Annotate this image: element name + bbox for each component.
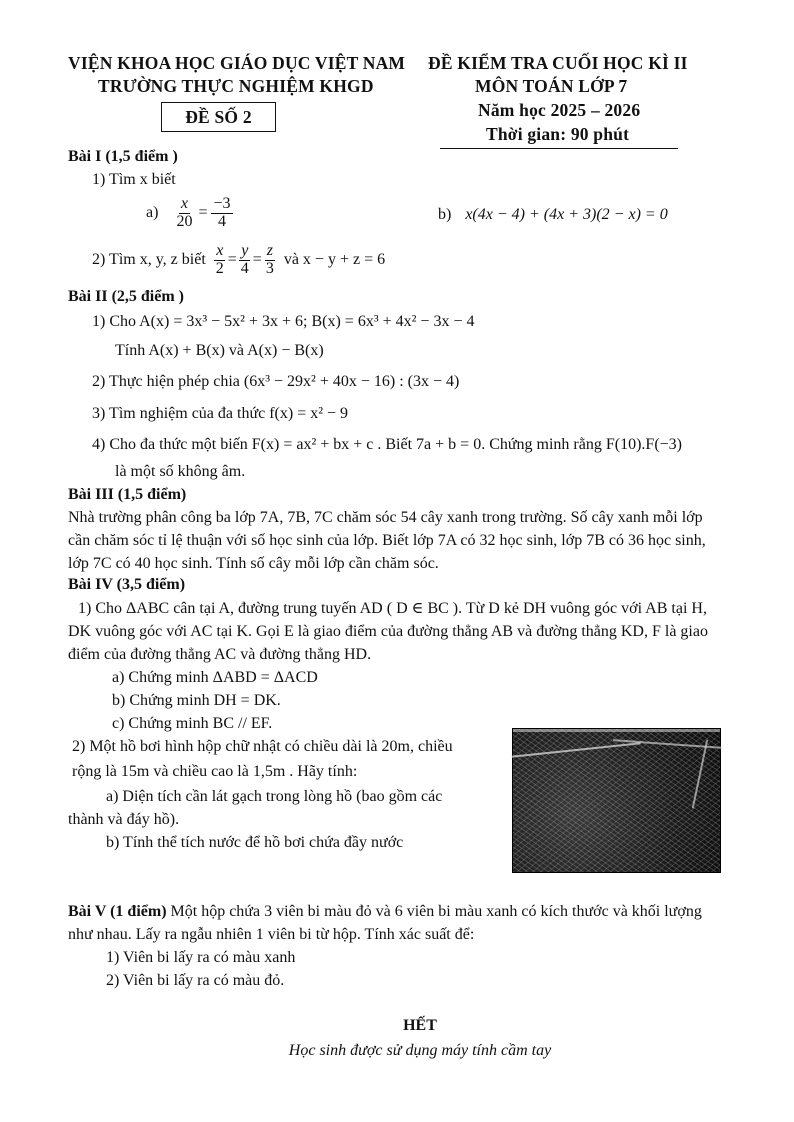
section-4-p1b: b) Chứng minh DH = DK. xyxy=(112,692,281,709)
section-3-line-3: lớp 7C có 40 học sinh. Tính số cây mỗi lớp cần chăm sóc. xyxy=(68,555,439,572)
q1-2-frac-x xyxy=(214,243,226,278)
section-4-p2a-line-1: a) Diện tích cần lát gạch trong lòng hồ (bao gồm các xyxy=(106,788,443,805)
q1-1a-lhs-den: 20 xyxy=(176,212,193,230)
section-5-text: Một hộp chứa 3 viên bi màu đỏ và 6 viên bi màu xanh có kích thước và khối lượng xyxy=(166,903,702,920)
q1-1a-rhs-fraction xyxy=(211,196,232,231)
q1-2-suffix: và x − y + z = 6 xyxy=(283,250,386,268)
school-year: Năm học 2025 – 2026 xyxy=(478,100,641,120)
header-divider xyxy=(440,148,678,149)
school-name: TRƯỜNG THỰC NGHIỆM KHGD xyxy=(98,76,374,96)
swimming-pool-image xyxy=(512,728,721,873)
section-4-p2-line-1: 2) Một hồ bơi hình hộp chữ nhật có chiều dài là 20m, chiều xyxy=(72,738,453,755)
section-5-line-1 xyxy=(68,901,702,923)
q1-2-prefix: 2) Tìm x, y, z biết xyxy=(92,250,206,268)
calculator-note: Học sinh được sử dụng máy tính cầm tay xyxy=(288,1042,552,1059)
exam-code-box xyxy=(161,102,276,132)
section-4-p2b: b) Tính thể tích nước để hồ bơi chứa đầy nước xyxy=(106,834,404,851)
q2-4-cont: là một số không âm. xyxy=(115,463,246,480)
q1-1b xyxy=(438,205,668,226)
q1-2-frac-z-num: z xyxy=(266,242,273,259)
q1-1a-rhs-den: 4 xyxy=(217,212,226,230)
q1-2-frac-x-num: x xyxy=(216,242,224,259)
section-5-title: Bài V (1 điểm) xyxy=(68,903,167,920)
q1-1a-rhs-num: −3 xyxy=(213,195,231,212)
section-4-p2-line-2: rộng là 15m và chiều cao là 1,5m . Hãy tính: xyxy=(72,763,358,780)
section-4-p1c: c) Chứng minh BC // EF. xyxy=(112,715,273,732)
q1-2-frac-z-den: 3 xyxy=(265,259,274,277)
q2-4: 4) Cho đa thức một biến F(x) = ax² + bx + c . Biết 7a + b = 0. Chứng minh rằng F(10).F(−3) xyxy=(92,436,682,453)
institute-name: VIỆN KHOA HỌC GIÁO DỤC VIỆT NAM xyxy=(68,53,406,73)
section-4-title: Bài IV (3,5 điểm) xyxy=(68,576,186,593)
q1-2: 2) Tìm x, y, z biết $\frac{x}{2}$ = $\frac{y}{4}$ = $\frac{z}{3}$ và x − y + z = 6 xyxy=(92,242,386,277)
q2-3: 3) Tìm nghiệm của đa thức f(x) = x² − 9 xyxy=(92,405,349,422)
exam-code: ĐỀ SỐ 2 xyxy=(185,106,252,127)
q1-1b-expr: x(4x − 4) + (4x + 3)(2 − x) = 0 xyxy=(465,206,668,223)
section-3-line-1: Nhà trường phân công ba lớp 7A, 7B, 7C chăm sóc 54 cây xanh trong trường. Số cây xanh mỗi lớp xyxy=(68,509,703,526)
q2-2: 2) Thực hiện phép chia (6x³ − 29x² + 40x − 16) : (3x − 4) xyxy=(92,373,460,390)
q1-1a-lhs-fraction xyxy=(174,196,194,231)
section-5-q2: 2) Viên bi lấy ra có màu đỏ. xyxy=(106,972,285,989)
section-5-line-2: như nhau. Lấy ra ngẫu nhiên 1 viên bi từ hộp. Tính xác suất để: xyxy=(68,926,475,943)
q1-1a: a) $\frac{x}{20}$ = $\frac{-3}{4}$ xyxy=(146,195,231,230)
section-4-p1-line-2: DK vuông góc với AC tại K. Gọi E là giao điểm của đường thẳng AB và đường thẳng KD, F là giao xyxy=(68,623,708,640)
subject-title: MÔN TOÁN LỚP 7 xyxy=(475,76,628,96)
q1-2-frac-y-den: 4 xyxy=(240,259,249,277)
section-4-p1-line-1: 1) Cho ΔABC cân tại A, đường trung tuyến AD ( D ∈ BC ). Từ D kẻ DH vuông góc với AB tại H, xyxy=(78,600,707,617)
end-mark: HẾT xyxy=(403,1017,437,1034)
q1-2-frac-x-den: 2 xyxy=(215,259,224,277)
section-4-p1-line-3: điểm của đường thẳng AC và đường thẳng HD. xyxy=(68,646,372,663)
section-1-title: Bài I (1,5 điểm ) xyxy=(68,148,178,165)
q2-1: 1) Cho A(x) = 3x³ − 5x² + 3x + 6; B(x) = 6x³ + 4x² − 3x − 4 xyxy=(92,313,475,330)
q1-1b-label: b) xyxy=(438,206,452,223)
q2-1-task: Tính A(x) + B(x) và A(x) − B(x) xyxy=(115,342,324,359)
exam-duration: Thời gian: 90 phút xyxy=(486,124,630,144)
section-3-title: Bài III (1,5 điểm) xyxy=(68,486,187,503)
q1-2-frac-z xyxy=(264,243,276,278)
section-4-p2a-line-2: thành và đáy hồ). xyxy=(68,811,180,828)
q1-2-frac-y xyxy=(239,243,251,278)
section-2-title: Bài II (2,5 điểm ) xyxy=(68,288,184,305)
q1-1-prompt: 1) Tìm x biết xyxy=(92,171,176,188)
section-3-line-2: cần chăm sóc tỉ lệ thuận với số học sinh của lớp. Biết lớp 7A có 32 học sinh, lớp 7B có 36 học sinh, xyxy=(68,532,706,549)
section-5-q1: 1) Viên bi lấy ra có màu xanh xyxy=(106,949,296,966)
q1-1a-label: a) xyxy=(146,203,159,221)
section-4-p1a: a) Chứng minh ΔABD = ΔACD xyxy=(112,669,318,686)
exam-title: ĐỀ KIỂM TRA CUỐI HỌC KÌ II xyxy=(428,53,688,73)
q1-1a-lhs-num: x xyxy=(180,195,188,212)
q1-2-frac-y-num: y xyxy=(241,242,249,259)
